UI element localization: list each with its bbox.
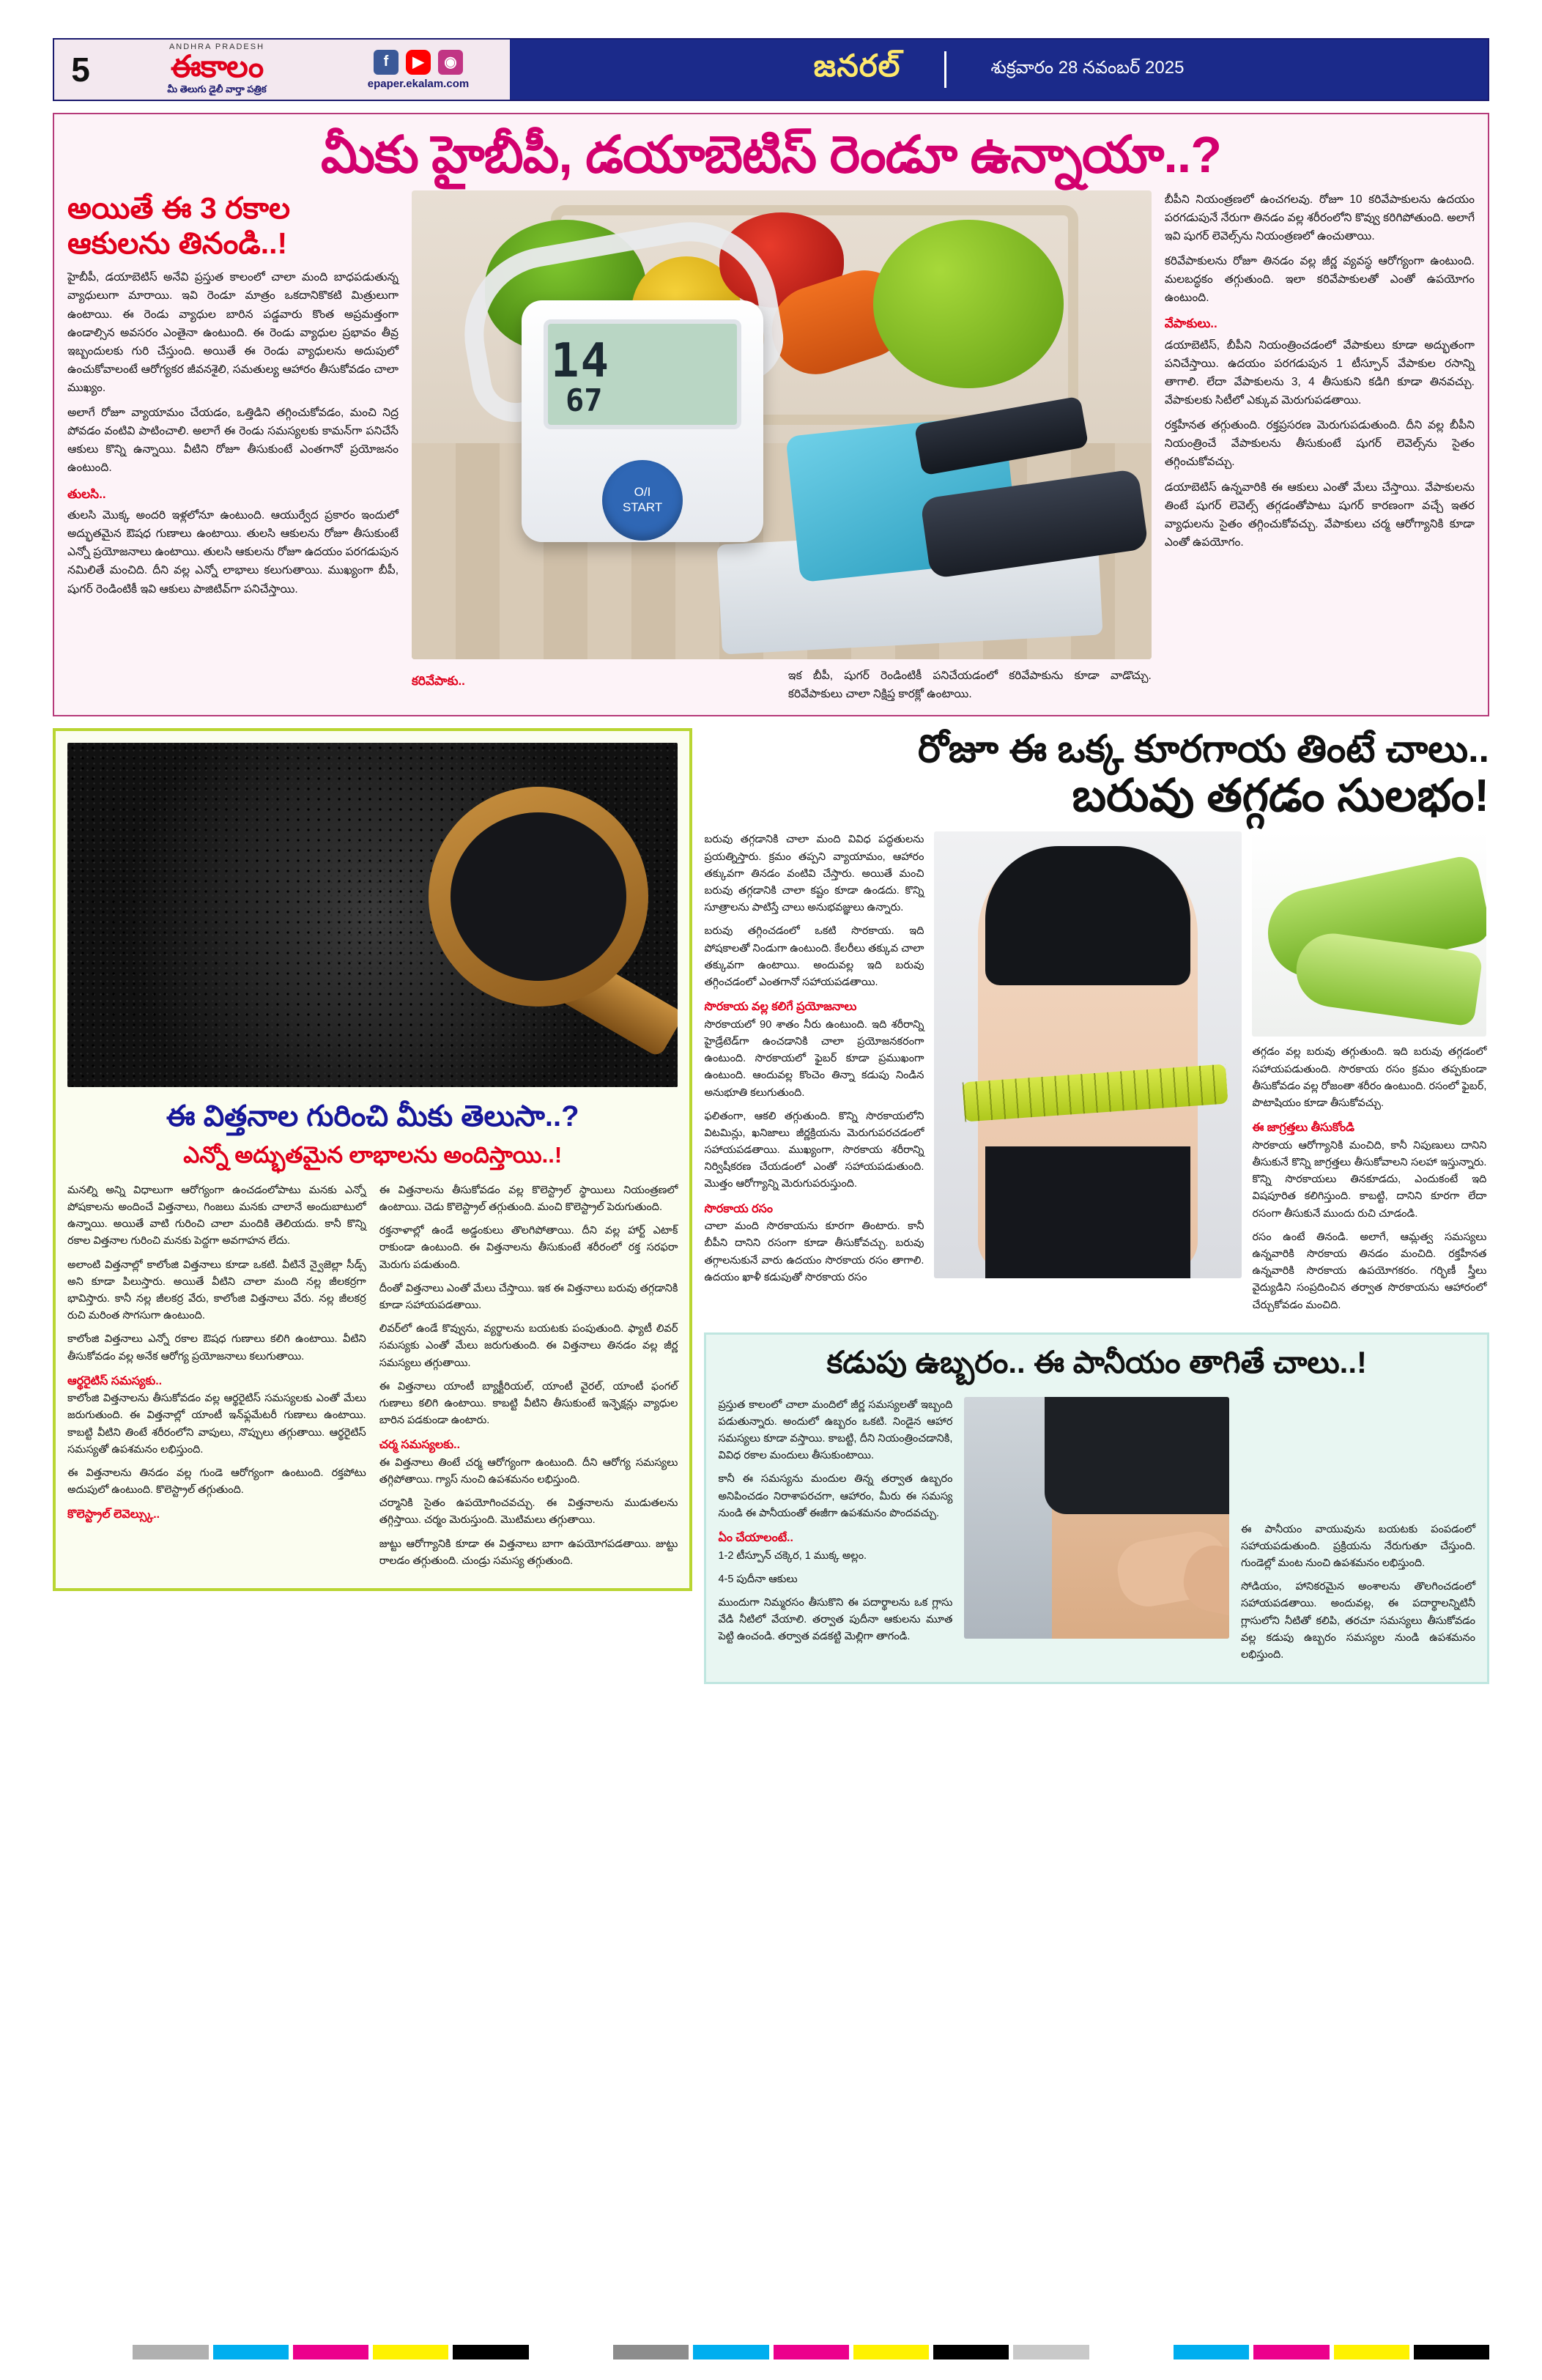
color-swatch — [1174, 2345, 1249, 2359]
color-swatch — [1334, 2345, 1409, 2359]
veg-headline-line1: రోజూ ఈ ఒక్క కూరగాయ తింటే చాలు.. — [917, 727, 1489, 771]
paragraph: అలాంటి విత్తనాల్లో కాలోంజి విత్తనాలు కూడా ఒకటి. వీటినే న్వైజెల్లా సీడ్స్ అని కూడా పిలుస్తారు. అయితే వీటిని చాలా మంది నల్ల జీలకర్రగా భావిస్తారు. కానీ నల్ల జీలకర్ర వేరు, కాలోంజి విత్తనాలు వేరు. నల్ల జీలకర్ర రుచి మరింత సొగసుగా ఉంటుంది. — [67, 1258, 366, 1322]
logo-top-text: ANDHRA PRADESH — [168, 42, 265, 51]
article-right-body — [1165, 190, 1475, 552]
article-subheadline: అయితే ఈ 3 రకాల ఆకులను తినండి..! — [67, 190, 291, 260]
paragraph: రక్తనాళాల్లో ఉండే అడ్డంకులు తొలగిపోతాయి. దీని వల్ల హార్ట్ ఎటాక్ రాకుండా ఉంటుంది. ఈ విత్తనాలను తీసుకుంటే శరీరంలో రక్త సరఫరా మెరుగు పడుతుంది. — [379, 1225, 678, 1271]
paragraph: అలాగే రోజూ వ్యాయామం చేయడం, ఒత్తిడిని తగ్గించుకోవడం, మంచి నిద్ర పోవడం వంటివి పాటించాలి. అలాగే ఈ రెండు సమస్యలకు కామన్‌గా పనిచేసే ఆకులు కొన్ని ఉన్నాయి. వీటిని రోజూ తీసుకుంటే ఎంతగానో ప్రయోజనం ఉంటుంది. — [67, 407, 399, 475]
section-banner — [510, 40, 1488, 100]
article-left-column — [67, 190, 399, 703]
woman-measuring-waist-photo — [934, 831, 1242, 1278]
masthead — [53, 38, 1489, 101]
section-title: జనరల్ — [813, 48, 901, 83]
bloating-column-1 — [718, 1397, 952, 1671]
subsection-heading-skin: చర్మ సమస్యలకు.. — [379, 1439, 461, 1452]
paragraph: కాలోంజి విత్తనాలను తీసుకోవడం వల్ల ఆర్థరైటిస్ సమస్యలకు ఎంతో మేలు జరుగుతుంది. ఈ విత్తనాల్లో యాంటీ ఇన్‌ఫ్లమేటరీ గుణాలు ఉంటాయి. కాబట్టి వీటిని తింటే శరీరంలోని వాపులు, నొప్పులు తగ్గుతాయి. ఆర్థరైటిస్ సమస్యతో ఉపశమనం లభిస్తుంది. — [67, 1393, 366, 1456]
paragraph: ప్రస్తుత కాలంలో చాలా మందిలో జీర్ణ సమస్యలతో ఇబ్బంది పడుతున్నారు. అందులో ఉబ్బరం ఒకటి. నిండైన ఆహార సమస్యలు కూడా వస్తాయి. కాబట్టి, దీని నియంత్రించడానికి, వివిధ రకాల మందులు తీసుకుంటాయి. — [718, 1398, 953, 1462]
paragraph: ఈ విత్తనాలు తింటే చర్మ ఆరోగ్యంగా ఉంటుంది. దీని ఆరోగ్య సమస్యలు తగ్గిపోతాయి. గ్యాస్ నుంచి ఉపశమనం లభిస్తుంది. — [379, 1456, 678, 1486]
paragraph: తులసి మొక్క అందరి ఇళ్లలోనూ ఉంటుంది. ఆయుర్వేద ప్రకారం ఇందులో అద్భుతమైన ఔషధ గుణాలు ఉంటాయి. తులసి ఆకులను రోజూ తీసుకుంటే ఎన్నో ప్రయోజనాలు ఉంటాయి. తులసి ఆకులను రోజూ ఉదయం పరగడుపున నమిలితే మంచిది. దీని వల్ల ఎన్నో లాభాలు కలుగుతాయి. ముఖ్యంగా బీపీ, షుగర్ రెండింటికీ ఇవి ఆకులు పాజిటివ్‌గా పనిచేస్తాయి. — [67, 509, 399, 596]
newspaper-logo — [107, 40, 327, 100]
social-block — [327, 40, 510, 100]
color-swatch — [1094, 2345, 1169, 2359]
man-holding-stomach-photo — [964, 1397, 1229, 1639]
subsection-heading-howto: ఏం చేయాలంటే.. — [718, 1532, 793, 1545]
article-center-column — [412, 190, 1152, 703]
paragraph: సొరకాయ ఆరోగ్యానికి మంచిది, కానీ నిపుణులు దానిని తీసుకునే కొన్ని జాగ్రత్తలు తీసుకోవాలని సలహా ఇస్తున్నారు. కొన్ని సొరకాయలు తినకూడదు, ఎందుకంటే ఇది విషపూరిత కలిగిస్తుంది. కాబట్టి, దానిని కూరగా లేదా రసంగా తీసుకునే ముందు రుచి చూడండి. — [1252, 1139, 1487, 1220]
banner-divider — [944, 51, 946, 88]
logo-sub-text: మీ తెలుగు డైలీ వార్తా పత్రిక — [167, 83, 267, 94]
paragraph: చాలా మంది సొరకాయను కూరగా తింటారు. కానీ బీపీని దానిని రసంగా కూడా తీసుకోవచ్చు. బరువు తగ్గాలనుకునే వారు ఉదయం సొరకాయ రసం తాగాలి. ఉదయం ఖాళీ కడుపుతో సొరకాయ రసం — [704, 1220, 924, 1283]
social-icons — [374, 50, 463, 75]
color-swatch — [613, 2345, 689, 2359]
color-swatch — [293, 2345, 368, 2359]
paragraph: రక్తహీనత తగ్గుతుంది. రక్తప్రసరణ మెరుగుపడుతుంది. దీని వల్ల బీపీని నియంత్రించే వేపాకులను తీసుకుంటే షుగర్ లెవెల్స్‌ను సైతం తగ్గించుకోవచ్చు. — [1164, 419, 1475, 469]
subsection-heading-arthritis: ఆర్థరైటిస్ సమస్యకు.. — [67, 1374, 163, 1387]
paragraph: దీంతో విత్తనాలు ఎంతో మేలు చేస్తాయి. ఇక ఈ విత్తనాలు బరువు తగ్గడానికి కూడా సహాయపడతాయి. — [379, 1282, 678, 1311]
color-swatch — [133, 2345, 208, 2359]
color-swatch — [693, 2345, 768, 2359]
paragraph: కానీ ఈ సమస్యను మందుల తిన్న తర్వాత ఉబ్బరం అనిపించడం నిరాశాపరచగా, ఆహారం, మీరు ఈ సమస్య నుండి ఈ పానీయంతో ఈజీగా ఉపశమనం పొందవచ్చు. — [718, 1473, 953, 1519]
seeds-column-1 — [67, 1182, 366, 1576]
color-swatch — [933, 2345, 1009, 2359]
lower-section — [53, 728, 1489, 1684]
color-swatch — [213, 2345, 289, 2359]
paragraph: ఈ పానీయం వాయువును బయటకు పంపడంలో సహాయపడుతుంది. ప్రక్రియను నేరుగుతూ చేస్తుంది. గుండెల్లో మంట నుంచి ఉపశమనం లభిస్తుంది. — [1241, 1523, 1475, 1570]
paragraph: ఈ విత్తనాలను తీసుకోవడం వల్ల కొలెస్ట్రాల్ స్థాయిలు నియంత్రణలో ఉంటాయి. చెడు కొలెస్ట్రాల్ తగ్గుతుంది. మంచి కొలెస్ట్రాల్ పెరుగుతుంది. — [379, 1184, 678, 1213]
color-swatch — [853, 2345, 929, 2359]
color-swatch — [1253, 2345, 1329, 2359]
paragraph: చర్మానికి సైతం ఉపయోగించవచ్చు. ఈ విత్తనాలను ముడుతలను తగ్గిస్తాయి. చర్మం మెరుస్తుంది. మొటిమలు తగ్గుతాయి. — [379, 1497, 678, 1527]
article-bloating — [704, 1332, 1489, 1685]
paragraph: కాలోంజి విత్తనాలు ఎన్నో రకాల ఔషధ గుణాలు కలిగి ఉంటాయి. వీటిని తీసుకోవడం వల్ల అనేక ఆరోగ్య ప్రయోజనాలు కలుగుతాయి. — [67, 1333, 366, 1363]
color-swatch — [373, 2345, 448, 2359]
subsection-heading-precautions: ఈ జాగ్రత్తలు తీసుకోండి — [1252, 1122, 1354, 1135]
paragraph: హైబీపీ, డయాబెటిస్ అనేవి ప్రస్తుత కాలంలో చాలా మంది బాధపడుతున్న వ్యాధులుగా మారాయి. ఇవి రెండూ మాత్రం ఒకదానికొకటి మిత్రులుగా ఉంటాయి. ఈ రెండు వ్యాధుల బారిన పడ్డవారు కొంత అప్రమత్తంగా ఉండాల్సిన అవసరం ఎంతైనా ఉంటుంది. ఈ రెండు వ్యాధుల ప్రభావం తీవ్ర ఇబ్బందులకు గురి చేస్తుంది. అయితే ఈ రెండు వ్యాధులను అదుపులో ఉంచుకోవాలంటే ఆరోగ్యకర జీవనశైలి, సమతుల్య ఆహారం తీసుకోవడం చాలా ముఖ్యం. — [67, 271, 399, 394]
paragraph: బరువు తగ్గడానికి చాలా మంది వివిధ పద్ధతులను ప్రయత్నిస్తారు. క్రమం తప్పని వ్యాయామం, ఆహారం తక్కువగా తినడం వంటివి చేస్తారు. అయితే మంచి బరువు తగ్గడానికి చాలా కష్టం కూడా ఉండదు. కొన్ని సూత్రాలను పాటిస్తే చాలు అనుభవజ్ఞులు ఉన్నారు. — [704, 834, 924, 914]
color-swatch — [533, 2345, 609, 2359]
paragraph: బరువు తగ్గించడంలో ఒకటి సొరకాయ. ఇది పోషకాలతో నిండుగా ఉంటుంది. కేలరీలు తక్కువ చాలా తక్కువగా ఉంటాయి. అందువల్ల ఇది బరువు తగ్గించడంలో ఎంతగానో సహాయపడతాయి. — [704, 925, 924, 988]
paragraph: ముందుగా నిమ్మరసం తీసుకొని ఈ పదార్థాలను ఒక గ్లాసు వేడి నీటిలో వేయాలి. తర్వాత పుదీనా ఆకులను మూత పెట్టి ఉంచండి. తర్వాత వడకట్టి మెల్లిగా తాగండి. — [718, 1596, 953, 1643]
article-bottle-gourd — [704, 831, 1489, 1320]
seeds-subtitle: ఎన్నో అద్భుతమైన లాభాలను అందిస్తాయి..! — [183, 1141, 563, 1168]
issue-date: శుక్రవారం 28 నవంబర్ 2025 — [990, 57, 1185, 78]
veg-photo-group — [934, 831, 1242, 1320]
page-title: మీకు హైబీపీ, డయాబెటిస్ రెండూ ఉన్నాయా..? — [321, 126, 1221, 183]
color-swatch — [774, 2345, 849, 2359]
subsection-heading-cholesterol: కొలెస్ట్రాల్ లెవెల్స్కు.. — [67, 1508, 160, 1521]
veg-column-1 — [704, 831, 924, 1320]
black-seeds-photo — [67, 743, 678, 1087]
paragraph: తగ్గడం వల్ల బరువు తగ్గుతుంది. ఇది బరువు తగ్గడంలో సహాయపడుతుంది. సొరకాయ రసం క్రమం తప్పకుండా తీసుకోవడం వల్ల రోజంతా శరీరం ఉంటుంది. రసంలో ఫైబర్, పొటాషియం కూడా తీసుకోవచ్చు. — [1252, 1046, 1487, 1110]
paragraph: ఈ విత్తనాలను తినడం వల్ల గుండె ఆరోగ్యంగా ఉంటుంది. రక్తపోటు అదుపులో ఉంటుంది. కొలెస్ట్రాల్ తగ్గుతుంది. — [67, 1467, 366, 1497]
article-kalonji-seeds — [53, 728, 692, 1591]
page-number: 5 — [54, 40, 107, 100]
seeds-column-2 — [379, 1182, 678, 1576]
paragraph: సోడియం, హానికరమైన అంశాలను తొలగించడంలో సహాయపడతాయి. అందువల్ల, ఈ పదార్థాలన్నిటినీ గ్లాసులోని నీటితో కలిపి, తరచూ సమస్యలు తీసుకోవడం వల్ల కడుపు ఉబ్బరం సమస్యల నుండి ఉపశమనం లభిస్తుంది. — [1241, 1581, 1475, 1661]
youtube-icon[interactable]: ▶ — [406, 50, 431, 75]
article-right-column — [1165, 190, 1475, 703]
paragraph: లివర్‌లో ఉండే కొవ్వును, వ్యర్థాలను బయటకు పంపుతుంది. ఫ్యాటీ లివర్ సమస్యకు ఎంతో మేలు జరుగుతుంది. ఈ విత్తనాలు తినడం వల్ల జీర్ణ సమస్యలు తగ్గుతాయి. — [379, 1323, 678, 1369]
paragraph: డయాబెటిస్ ఉన్నవారికి ఈ ఆకులు ఎంతో మేలు చేస్తాయి. వేపాకులను తింటే షుగర్ లెవెల్స్ తగ్గడంతోపాటు షుగర్ కారణంగా వచ్చే ఇతర వ్యాధులను సైతం తగ్గించుకోవచ్చు. వేపాకులు చర్మ ఆరోగ్యానికి కూడా ఎంతో ఉపయోగం. — [1164, 481, 1475, 549]
bp-monitor-and-vegetables-photo: 14 67 O/I START — [412, 190, 1152, 659]
paragraph: జుట్టు ఆరోగ్యానికి కూడా ఈ విత్తనాలు బాగా ఉపయోగపడతాయి. జుట్టు రాలడం తగ్గుతుంది. చుండ్రు సమస్య తగ్గుతుంది. — [379, 1538, 678, 1567]
paragraph: మనల్ని అన్ని విధాలుగా ఆరోగ్యంగా ఉంచడంలోపాటు మనకు ఎన్నో పోషకాలను అందించే విత్తనాలు, గింజలు మనకు చాలానే అందుబాటులో ఉన్నాయి. అయితే వాటి గురించి చాలా మందికి తెలియదు. కానీ కొన్ని రకాల విత్తనాల గురించి మనకు పెద్దగా అవగాహన లేదు. — [67, 1184, 366, 1248]
logo-main-text: ఈకాలం — [170, 48, 264, 84]
color-swatch — [1013, 2345, 1089, 2359]
bloating-column-2 — [1241, 1397, 1475, 1671]
paragraph: రసం ఉంటే తినండి. అలాగే, ఆమ్లత్వ సమస్యలు ఉన్నవారికి సొరకాయ తినడం మంచిది. రక్తహీనత ఉన్నవారికి సొరకాయ ఉపయోగకరం. గర్భిణీ స్త్రీలు వైద్యుడిని సంప్రదించిన తర్వాత సొరకాయను ఆహారంలో చేర్చుకోవడం మంచిది. — [1252, 1231, 1487, 1311]
green-gourd-photo — [1252, 831, 1486, 1037]
article-center-body — [412, 667, 1152, 703]
article-left-body — [67, 268, 399, 598]
instagram-icon[interactable]: ◉ — [438, 50, 463, 75]
subsection-heading-juice: సొరకాయ రసం — [704, 1202, 773, 1215]
print-color-bars — [53, 2345, 1489, 2359]
paragraph: 4-5 పుదీనా ఆకులు — [718, 1573, 798, 1585]
paragraph: బీపీని నియంత్రణలో ఉంచగలవు. రోజూ 10 కరివేపాకులను ఉదయం పరగడుపునే నేరుగా తినడం వల్ల శరీరంలోని కొవ్వు కరిగిపోతుంది. అలాగే ఇవి షుగర్ లెవెల్స్‌ను నియంత్రణలో ఉంచుతాయి. — [1164, 193, 1475, 242]
right-lower-column — [704, 728, 1489, 1684]
bloating-headline: కడుపు ఉబ్బరం.. ఈ పానీయం తాగితే చాలు..! — [826, 1344, 1367, 1379]
paragraph: సొరకాయలో 90 శాతం నీరు ఉంటుంది. ఇది శరీరాన్ని హైడ్రేటెడ్‌గా ఉంచడానికి చాలా ప్రయోజనకరంగా ఉంటుంది. సొరకాయలో ఫైబర్ కూడా ప్రముఖంగా ఉంటుంది. ఆందువల్ల కొంచెం తిన్నా కడుపు నిండిన అనుభూతి కలుగుతుంది. — [704, 1018, 924, 1099]
color-swatch — [453, 2345, 528, 2359]
article-veg-headline — [704, 728, 1489, 822]
veg-column-3 — [1252, 831, 1486, 1320]
paragraph: ఇక బీపీ, షుగర్ రెండింటికీ పనిచేయడంలో కరివేపాకును కూడా వాడొచ్చు. కరివేపాకులు చాలా నిక్షిప్త కారక్లో ఉంటాయి. — [787, 669, 1152, 700]
paragraph: ఈ విత్తనాలు యాంటీ బ్యాక్టీరియల్, యాంటీ వైరల్, యాంటీ ఫంగల్ గుణాలు కలిగి ఉంటాయి. కాబట్టి వీటిని తీసుకుంటే ఇన్ఫెక్షన్లు వ్యాధుల బారిన పడకుండా ఉంటారు. — [379, 1380, 678, 1427]
subsection-heading-vepaku: వేపాకులు.. — [1164, 316, 1217, 331]
paragraph: డయాబెటిస్, బీపీని నియంత్రించడంలో వేపాకులు కూడా అద్భుతంగా పనిచేస్తాయి. ఉదయం పరగడుపున 1 టీస్పూన్ వేపాకుల రసాన్ని తాగాలి. లేదా వేపాకులను 3, 4 తీసుకుని కడిగి కూడా తినవచ్చు. వేపాకులకు సిటీలో ఎక్కువ మెరుగుపడతాయి. — [1164, 338, 1475, 407]
facebook-icon[interactable]: f — [374, 50, 399, 75]
subsection-heading-tulasi: తులసి.. — [67, 486, 106, 501]
subsection-heading-benefits: సొరకాయ వల్ల కలిగే ప్రయోజనాలు — [704, 1001, 857, 1014]
seeds-title: ఈ విత్తనాల గురించి మీకు తెలుసా..? — [166, 1100, 579, 1132]
article-hbp-diabetes — [53, 113, 1489, 716]
color-swatch — [1414, 2345, 1489, 2359]
paragraph: 1-2 టీస్పూన్ చక్కెర, 1 ముక్క అల్లం. — [718, 1549, 867, 1562]
newspaper-page — [0, 38, 1542, 2380]
paragraph: కరివేపాకులను రోజూ తినడం వల్ల జీర్ణ వ్యవస్థ ఆరోగ్యంగా ఉంటుంది. మలబద్ధకం తగ్గుతుంది. ఇలా కరివేపాకులతో ఎంతో ఉపయోగం ఉంటుంది. — [1164, 254, 1475, 305]
veg-headline-line2: బరువు తగ్గడం సులభం! — [1072, 771, 1489, 822]
subsection-heading-karivepaku: కరివేపాకు.. — [412, 673, 465, 688]
epaper-url[interactable]: epaper.ekalam.com — [367, 77, 470, 90]
color-swatch — [53, 2345, 128, 2359]
paragraph: ఫలితంగా, ఆకలి తగ్గుతుంది. కొన్ని సొరకాయలోని విటమిన్లు, ఖనిజాలు జీర్ణక్రియను మెరుగుపరచడంలో సహాయపడతాయి. ముఖ్యంగా, సొరకాయ శరీరాన్ని నిర్విషీకరణ చేయడంలో ఎంతో సహాయపడుతుంది. మొత్తం ఆరోగ్యాన్ని మెరుగుపరుస్తుంది. — [704, 1110, 924, 1190]
